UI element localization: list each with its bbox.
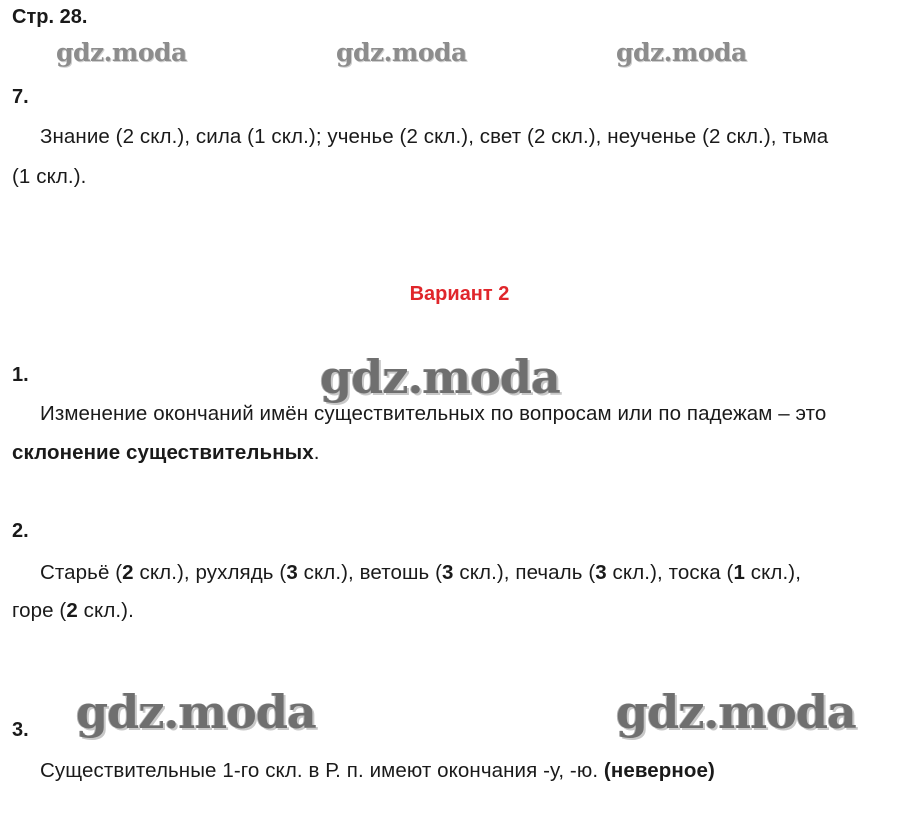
- watermark: gdz.moda: [616, 38, 747, 67]
- task-7-number: 7.: [12, 86, 29, 108]
- task-1-number: 1.: [12, 364, 29, 386]
- page-title: Стр. 28.: [12, 6, 88, 28]
- watermark: gdz.moda: [56, 38, 187, 67]
- variant-title: Вариант 2: [409, 283, 510, 305]
- task-3-number: 3.: [12, 719, 29, 741]
- task-1-line-1: Изменение окончаний имён существительных по вопросам или по падежам – это: [40, 402, 827, 425]
- task-2-line-2: горе (2 скл.).: [12, 599, 134, 622]
- task-3-line-1: Существительные 1-го скл. в Р. п. имеют окончания -у, -ю. (неверное): [40, 759, 715, 782]
- task-1-line-2: склонение существительных.: [12, 441, 320, 464]
- watermark: gdz.moda: [616, 685, 856, 739]
- watermark: gdz.moda: [76, 685, 316, 739]
- watermark: gdz.moda: [320, 350, 560, 404]
- watermark: gdz.moda: [336, 38, 467, 67]
- task-1-answer: склонение существительных: [12, 441, 314, 464]
- task-2-number: 2.: [12, 520, 29, 542]
- task-7-line-1: Знание (2 скл.), сила (1 скл.); ученье (2 скл.), свет (2 скл.), неученье (2 скл.), тьма: [40, 125, 829, 148]
- task-7-line-2: (1 скл.).: [12, 165, 87, 188]
- task-3-verdict: (неверное): [603, 759, 715, 782]
- task-2-line-1: Старьё (2 скл.), рухлядь (3 скл.), ветошь (3 скл.), печаль (3 скл.), тоска (1 скл.),: [40, 561, 801, 584]
